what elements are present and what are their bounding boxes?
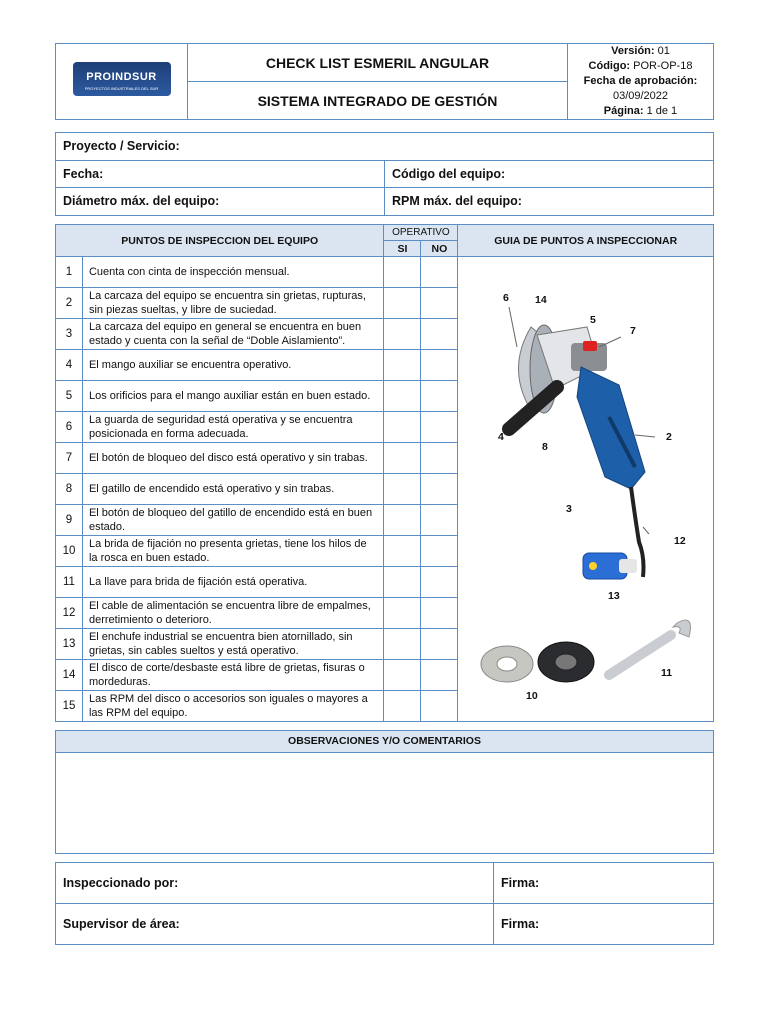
grinder-illustration	[459, 257, 713, 720]
equipment-info-table	[55, 132, 714, 216]
check-yes-cell[interactable]	[384, 412, 421, 443]
project-field[interactable]: Proyecto / Servicio:	[56, 133, 714, 161]
check-no-cell[interactable]	[421, 381, 458, 412]
check-no-cell[interactable]	[421, 319, 458, 350]
check-yes-cell[interactable]	[384, 474, 421, 505]
signature-field-1[interactable]: Firma:	[494, 863, 714, 904]
row-description: Cuenta con cinta de inspección mensual.	[82, 257, 383, 288]
callout-4: 4	[498, 431, 504, 443]
row-description: El enchufe industrial se encuentra bien atornillado, sin grietas, sin cables sueltos y está operativo.	[82, 629, 383, 660]
row-description: El disco de corte/desbaste está libre de grietas, fisuras o mordeduras.	[82, 660, 383, 691]
callout-13: 13	[608, 590, 620, 602]
lock-button-icon	[583, 341, 597, 351]
row-number: 14	[56, 660, 83, 691]
check-no-cell[interactable]	[421, 598, 458, 629]
row-number: 10	[56, 536, 83, 567]
guide-header: GUIA DE PUNTOS A INSPECCIONAR	[458, 225, 714, 257]
check-yes-cell[interactable]	[384, 443, 421, 474]
callout-14: 14	[535, 294, 547, 306]
check-no-cell[interactable]	[421, 660, 458, 691]
check-yes-cell[interactable]	[384, 505, 421, 536]
callout-12: 12	[674, 535, 686, 547]
row-number: 8	[56, 474, 83, 505]
check-no-cell[interactable]	[421, 505, 458, 536]
signature-field-2[interactable]: Firma:	[494, 904, 714, 945]
row-description: El botón de bloqueo del disco está operativo y sin trabas.	[82, 443, 383, 474]
observations-textarea[interactable]	[56, 753, 713, 853]
row-number: 1	[56, 257, 83, 288]
row-description: La carcaza del equipo en general se encuentra en buen estado y cuenta con la señal de “Doble Aislamiento”.	[82, 319, 383, 350]
company-logo: PROINDSUR PROYECTOS INDUSTRIALES DEL SUR	[73, 62, 171, 96]
row-description: La brida de fijación no presenta grietas, tiene los hilos de la rosca en buen estado.	[82, 536, 383, 567]
check-no-cell[interactable]	[421, 257, 458, 288]
max-rpm-field[interactable]: RPM máx. del equipo:	[385, 188, 714, 216]
document-header	[55, 43, 714, 120]
row-description: La llave para brida de fijación está operativa.	[82, 567, 383, 598]
row-number: 9	[56, 505, 83, 536]
check-no-cell[interactable]	[421, 629, 458, 660]
check-yes-cell[interactable]	[384, 319, 421, 350]
callout-7: 7	[630, 325, 636, 337]
row-description: El cable de alimentación se encuentra libre de empalmes, derretimiento o deterioro.	[82, 598, 383, 629]
callout-6: 6	[503, 292, 509, 304]
signatures-table	[55, 862, 714, 945]
callout-5: 5	[590, 314, 596, 326]
row-number: 13	[56, 629, 83, 660]
logo-cell	[56, 44, 188, 120]
check-no-cell[interactable]	[421, 350, 458, 381]
row-description: El botón de bloqueo del gatillo de encendido está en buen estado.	[82, 505, 383, 536]
check-yes-cell[interactable]	[384, 257, 421, 288]
row-description: El mango auxiliar se encuentra operativo.	[82, 350, 383, 381]
observations-box	[55, 730, 714, 854]
row-number: 4	[56, 350, 83, 381]
date-field[interactable]: Fecha:	[56, 160, 385, 188]
callout-11: 11	[661, 667, 673, 679]
row-description: Los orificios para el mango auxiliar están en buen estado.	[82, 381, 383, 412]
row-description: El gatillo de encendido está operativo y sin trabas.	[82, 474, 383, 505]
callout-10: 10	[526, 690, 538, 702]
callout-2: 2	[666, 431, 672, 443]
row-description: La carcaza del equipo se encuentra sin grietas, rupturas, sin piezas sueltas, y libre de suciedad.	[82, 288, 383, 319]
document-meta: Versión: 01 Código: POR-OP-18 Fecha de aprobación: 03/09/2022 Página: 1 de 1	[568, 44, 714, 120]
angle-grinder-image	[459, 257, 713, 720]
callout-8: 8	[542, 441, 548, 453]
no-header: NO	[421, 241, 458, 257]
row-description: Las RPM del disco o accesorios son iguales o mayores a las RPM del equipo.	[82, 691, 383, 722]
check-yes-cell[interactable]	[384, 536, 421, 567]
check-no-cell[interactable]	[421, 474, 458, 505]
points-header: PUNTOS DE INSPECCION DEL EQUIPO	[56, 225, 384, 257]
check-no-cell[interactable]	[421, 288, 458, 319]
check-yes-cell[interactable]	[384, 691, 421, 722]
row-number: 2	[56, 288, 83, 319]
row-number: 12	[56, 598, 83, 629]
check-yes-cell[interactable]	[384, 288, 421, 319]
yes-header: SI	[384, 241, 421, 257]
inspected-by-field[interactable]: Inspeccionado por:	[56, 863, 494, 904]
row-number: 7	[56, 443, 83, 474]
check-no-cell[interactable]	[421, 443, 458, 474]
check-no-cell[interactable]	[421, 412, 458, 443]
operative-header: OPERATIVO	[384, 225, 458, 241]
callout-3: 3	[566, 503, 572, 515]
row-number: 11	[56, 567, 83, 598]
row-number: 3	[56, 319, 83, 350]
check-yes-cell[interactable]	[384, 598, 421, 629]
check-no-cell[interactable]	[421, 536, 458, 567]
check-yes-cell[interactable]	[384, 567, 421, 598]
check-no-cell[interactable]	[421, 691, 458, 722]
document-subtitle: SISTEMA INTEGRADO DE GESTIÓN	[188, 82, 568, 120]
row-number: 15	[56, 691, 83, 722]
check-yes-cell[interactable]	[384, 350, 421, 381]
document-title: CHECK LIST ESMERIL ANGULAR	[188, 44, 568, 82]
row-number: 5	[56, 381, 83, 412]
row-number: 6	[56, 412, 83, 443]
supervisor-field[interactable]: Supervisor de área:	[56, 904, 494, 945]
check-yes-cell[interactable]	[384, 381, 421, 412]
check-yes-cell[interactable]	[384, 660, 421, 691]
check-yes-cell[interactable]	[384, 629, 421, 660]
check-no-cell[interactable]	[421, 567, 458, 598]
equipment-code-field[interactable]: Código del equipo:	[385, 160, 714, 188]
row-description: La guarda de seguridad está operativa y se encuentra posicionada en forma adecuada.	[82, 412, 383, 443]
observations-title: OBSERVACIONES Y/O COMENTARIOS	[56, 731, 713, 753]
max-diameter-field[interactable]: Diámetro máx. del equipo:	[56, 188, 385, 216]
